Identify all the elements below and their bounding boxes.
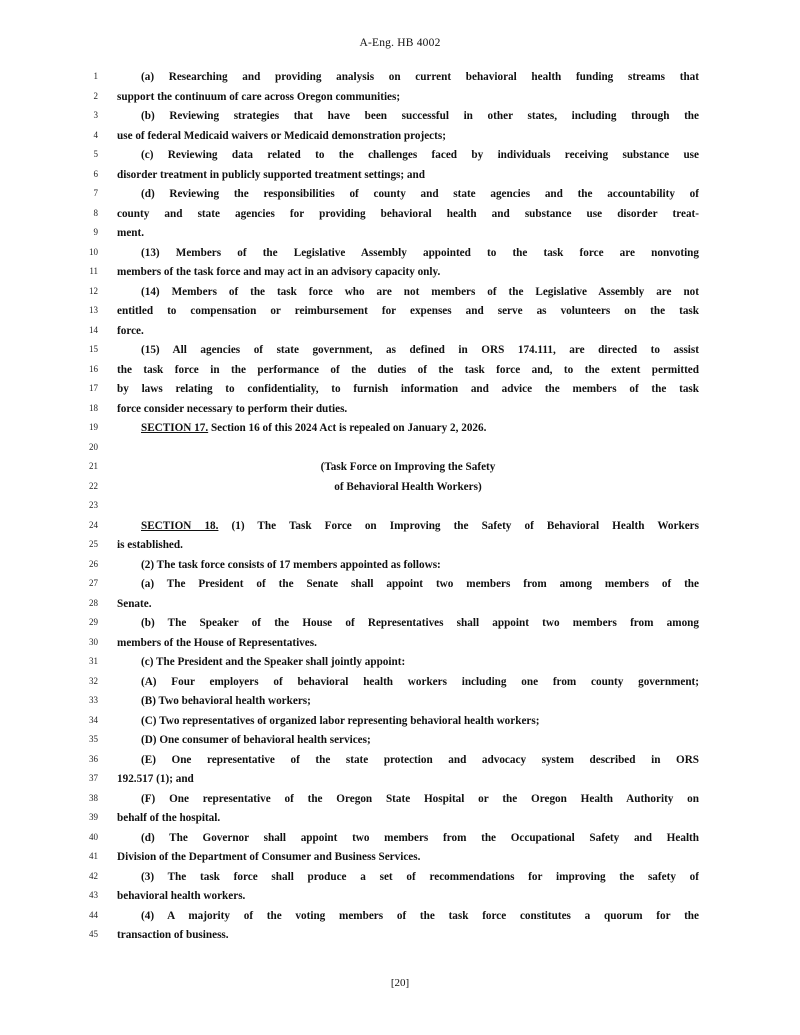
line-text: (a) The President of the Senate shall appoint two members from among members of the bbox=[141, 578, 699, 590]
line-number: 17 bbox=[89, 383, 98, 393]
line-text: support the continuum of care across Oregon communities; bbox=[117, 90, 401, 103]
document-line bbox=[0, 790, 800, 810]
document-line bbox=[0, 614, 800, 634]
line-text: (14) Members of the task force who are not members of the Legislative Assembly are not bbox=[141, 285, 699, 298]
line-text: (D) One consumer of behavioral health services; bbox=[141, 734, 371, 746]
line-text: Senate. bbox=[117, 597, 152, 610]
document-line bbox=[0, 907, 800, 927]
line-text: (C) Two representatives of organized labor representing behavioral health workers; bbox=[141, 714, 540, 727]
page-number: [20] bbox=[390, 977, 410, 989]
document-line bbox=[0, 712, 800, 732]
line-text: members of the House of Representatives. bbox=[117, 636, 317, 649]
document-line bbox=[0, 107, 800, 127]
line-number: 18 bbox=[89, 402, 98, 413]
document-line bbox=[0, 361, 800, 381]
line-number: 15 bbox=[89, 344, 98, 354]
document-line bbox=[0, 595, 800, 615]
line-number: 28 bbox=[89, 597, 98, 608]
document-line bbox=[0, 166, 800, 186]
line-number: 36 bbox=[89, 753, 98, 764]
document-line bbox=[0, 68, 800, 88]
line-text: (Task Force on Improving the Safety bbox=[320, 461, 496, 473]
document-line bbox=[0, 322, 800, 342]
document-line bbox=[0, 205, 800, 225]
document-line bbox=[0, 127, 800, 147]
line-text: the task force in the performance of the duties of the task force and, to the extent permitted bbox=[117, 363, 699, 376]
line-text: (A) Four employers of behavioral health workers including one from county government; bbox=[141, 675, 699, 688]
document-line bbox=[0, 673, 800, 693]
document-line bbox=[0, 868, 800, 888]
section-text: (1) The Task Force on Improving the Safety of Behavioral Health Workers bbox=[218, 519, 699, 532]
line-number: 45 bbox=[89, 929, 98, 939]
document-line bbox=[0, 887, 800, 907]
document-line bbox=[0, 458, 800, 478]
document-line bbox=[0, 146, 800, 166]
document-line bbox=[0, 556, 800, 576]
line-text: is established. bbox=[117, 539, 183, 551]
line-number: 41 bbox=[89, 851, 98, 861]
document-line bbox=[0, 400, 800, 420]
line-number: 3 bbox=[93, 110, 98, 120]
line-number: 6 bbox=[93, 168, 98, 179]
line-number: 10 bbox=[89, 246, 98, 257]
line-number: 25 bbox=[89, 539, 98, 549]
line-text: (15) All agencies of state government, as defined in ORS 174.111, are directed to assist bbox=[141, 344, 699, 356]
document-line bbox=[0, 575, 800, 595]
line-text: force. bbox=[117, 324, 144, 337]
document-line bbox=[0, 517, 800, 537]
line-number: 21 bbox=[89, 461, 98, 471]
line-text: behavioral health workers. bbox=[117, 890, 246, 902]
line-number: 30 bbox=[89, 636, 98, 647]
document-line bbox=[0, 809, 800, 829]
line-number: 31 bbox=[89, 656, 98, 666]
line-number: 4 bbox=[93, 129, 98, 140]
section-text: Section 16 of this 2024 Act is repealed on January 2, 2026. bbox=[208, 422, 487, 434]
line-number: 23 bbox=[89, 500, 98, 510]
line-text: use of federal Medicaid waivers or Medicaid demonstration projects; bbox=[117, 129, 446, 142]
line-number: 13 bbox=[89, 305, 98, 315]
line-number: 37 bbox=[89, 773, 98, 783]
line-text: (F) One representative of the Oregon State Hospital or the Oregon Health Authority on bbox=[141, 792, 699, 805]
line-text: (a) Researching and providing analysis on current behavioral health funding streams that bbox=[141, 71, 699, 83]
line-number: 26 bbox=[89, 558, 98, 569]
line-text: of Behavioral Health Workers) bbox=[334, 480, 482, 493]
line-text: (E) One representative of the state protection and advocacy system described in ORS bbox=[141, 753, 699, 766]
line-text: (B) Two behavioral health workers; bbox=[141, 695, 311, 707]
document-line bbox=[0, 536, 800, 556]
document-line bbox=[0, 497, 800, 517]
line-text: county and state agencies for providing behavioral health and substance use disorder treat- bbox=[117, 207, 699, 220]
line-number: 12 bbox=[89, 285, 98, 296]
line-text: behalf of the hospital. bbox=[117, 812, 221, 824]
line-number: 19 bbox=[89, 422, 98, 432]
line-number: 2 bbox=[93, 90, 98, 101]
document-body bbox=[0, 68, 800, 946]
line-number: 24 bbox=[89, 519, 98, 530]
line-text: (d) The Governor shall appoint two members from the Occupational Safety and Health bbox=[141, 831, 699, 844]
document-line bbox=[0, 751, 800, 771]
section-heading: SECTION 18. bbox=[141, 519, 219, 532]
line-text: 192.517 (1); and bbox=[117, 773, 194, 785]
document-line bbox=[0, 653, 800, 673]
document-line bbox=[0, 731, 800, 751]
document-line bbox=[0, 88, 800, 108]
line-text: (b) Reviewing strategies that have been successful in other states, including through the bbox=[141, 110, 699, 122]
line-text: (b) The Speaker of the House of Representatives shall appoint two members from among bbox=[141, 617, 699, 629]
document-line bbox=[0, 185, 800, 205]
document-line bbox=[0, 829, 800, 849]
line-number: 32 bbox=[89, 675, 98, 686]
line-number: 22 bbox=[89, 480, 98, 491]
line-text: (13) Members of the Legislative Assembly appointed to the task force are nonvoting bbox=[141, 246, 699, 259]
line-number: 29 bbox=[89, 617, 98, 627]
line-text: disorder treatment in publicly supported treatment settings; and bbox=[117, 168, 425, 181]
line-number: 5 bbox=[93, 149, 98, 159]
line-number: 8 bbox=[93, 207, 98, 218]
document-line bbox=[0, 380, 800, 400]
document-line bbox=[0, 283, 800, 303]
document-line bbox=[0, 244, 800, 264]
line-number: 35 bbox=[89, 734, 98, 744]
line-number: 27 bbox=[89, 578, 98, 588]
document-line bbox=[0, 634, 800, 654]
line-number: 7 bbox=[93, 188, 98, 198]
line-number: 34 bbox=[89, 714, 98, 725]
document-line bbox=[0, 770, 800, 790]
document-line bbox=[0, 341, 800, 361]
line-text: ment. bbox=[117, 227, 145, 239]
line-text: (d) Reviewing the responsibilities of county and state agencies and the accountability of bbox=[141, 188, 699, 200]
line-number: 9 bbox=[93, 227, 98, 237]
line-text: (4) A majority of the voting members of the task force constitutes a quorum for the bbox=[141, 909, 699, 922]
line-text: entitled to compensation or reimbursement for expenses and serve as volunteers on the task bbox=[117, 305, 699, 317]
line-number: 1 bbox=[93, 71, 98, 81]
line-number: 16 bbox=[89, 363, 98, 374]
line-number: 11 bbox=[89, 266, 98, 276]
line-number: 40 bbox=[89, 831, 98, 842]
line-number: 33 bbox=[89, 695, 98, 705]
line-text bbox=[141, 517, 699, 537]
document-line bbox=[0, 926, 800, 946]
line-number: 44 bbox=[89, 909, 98, 920]
line-text: (3) The task force shall produce a set of recommendations for improving the safety of bbox=[141, 870, 699, 883]
line-text: by laws relating to confidentiality, to furnish information and advice the members of the task bbox=[117, 383, 699, 395]
document-line bbox=[0, 478, 800, 498]
document-line bbox=[0, 224, 800, 244]
line-text: force consider necessary to perform their duties. bbox=[117, 402, 348, 415]
line-number: 20 bbox=[89, 441, 98, 452]
line-number: 14 bbox=[89, 324, 98, 335]
document-line bbox=[0, 263, 800, 283]
line-number: 39 bbox=[89, 812, 98, 822]
line-text: (2) The task force consists of 17 members appointed as follows: bbox=[141, 558, 441, 571]
line-number: 42 bbox=[89, 870, 98, 881]
line-text: (c) Reviewing data related to the challenges faced by individuals receiving substance use bbox=[141, 149, 699, 161]
line-text: members of the task force and may act in an advisory capacity only. bbox=[117, 266, 441, 278]
line-number: 43 bbox=[89, 890, 98, 900]
document-line bbox=[0, 848, 800, 868]
document-line bbox=[0, 439, 800, 459]
page-header: A-Eng. HB 4002 bbox=[359, 37, 441, 49]
document-line bbox=[0, 419, 800, 439]
document-line bbox=[0, 302, 800, 322]
line-text: transaction of business. bbox=[117, 929, 229, 941]
line-text bbox=[141, 419, 699, 439]
document-line bbox=[0, 692, 800, 712]
section-heading: SECTION 17. bbox=[141, 422, 209, 434]
line-number: 38 bbox=[89, 792, 98, 803]
line-text: Division of the Department of Consumer and Business Services. bbox=[117, 851, 421, 863]
line-text: (c) The President and the Speaker shall jointly appoint: bbox=[141, 656, 406, 668]
